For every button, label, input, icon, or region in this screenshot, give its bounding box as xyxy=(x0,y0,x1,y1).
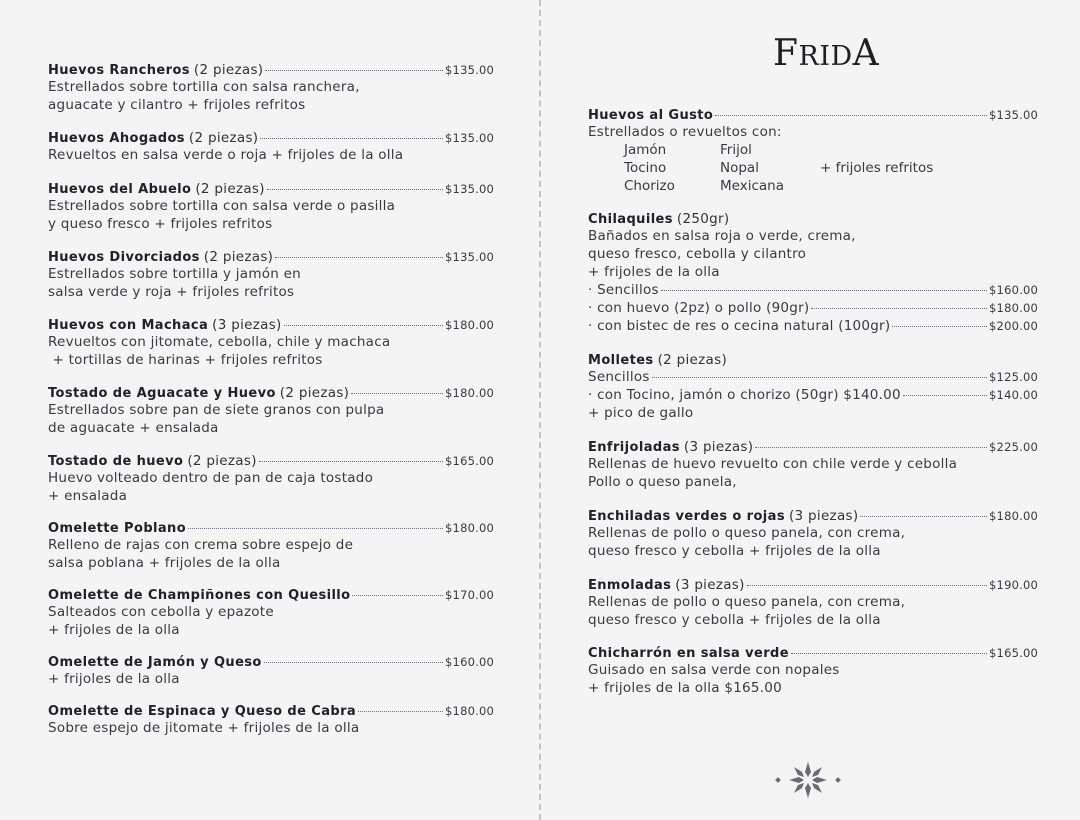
menu-item-huevos-rancheros xyxy=(48,62,494,114)
leader-dots xyxy=(811,308,987,309)
item-price: $135.00 xyxy=(445,63,494,77)
option-row xyxy=(588,368,1038,386)
item-desc-line: Relleno de rajas con crema sobre espejo de xyxy=(48,537,354,553)
option-price: $200.00 xyxy=(989,319,1038,333)
menu-item-enchiladas xyxy=(588,508,1038,560)
item-qty: (250gr) xyxy=(676,211,730,227)
snowflake-ornament-icon xyxy=(773,758,843,802)
option-jamon: Jamón xyxy=(624,142,667,158)
item-desc-line: queso fresco y cebolla + frijoles de la olla xyxy=(588,612,881,628)
item-price: $190.00 xyxy=(989,578,1038,592)
menu-item-huevos-con-machaca xyxy=(48,317,494,369)
brand-logo: FRIDA xyxy=(773,33,880,74)
item-desc-line: aguacate y cilantro + frijoles refritos xyxy=(48,97,306,113)
option-row xyxy=(588,299,1038,317)
leader-dots xyxy=(715,115,987,116)
option-frijol: Frijol xyxy=(720,142,752,158)
left-menu-column xyxy=(48,62,494,737)
item-price: $160.00 xyxy=(445,655,494,669)
menu-item-omelette-jamon-queso xyxy=(48,655,494,688)
leader-dots xyxy=(351,393,443,394)
item-price: $180.00 xyxy=(445,386,494,400)
item-desc-line: Guisado en salsa verde con nopales xyxy=(588,662,840,678)
item-desc-line: Sobre espejo de jitomate + frijoles de la olla xyxy=(48,720,360,736)
leader-dots xyxy=(747,585,987,586)
item-qty: (2 piezas) xyxy=(657,352,728,368)
item-title: Tostado de huevo xyxy=(48,454,184,469)
item-desc-line: salsa verde y roja + frijoles refritos xyxy=(48,284,295,300)
menu-item-tostado-aguacate-huevo xyxy=(48,385,494,437)
option-row xyxy=(588,281,1038,299)
item-title: Tostado de Aguacate y Huevo xyxy=(48,386,276,401)
item-qty: (2 piezas) xyxy=(195,181,265,197)
item-price: $180.00 xyxy=(445,704,494,718)
item-desc-line: Salteados con cebolla y epazote xyxy=(48,604,274,620)
item-qty: (3 piezas) xyxy=(683,439,754,455)
item-price: $180.00 xyxy=(445,521,494,535)
menu-item-huevos-divorciados xyxy=(48,249,494,301)
item-qty: (2 piezas) xyxy=(193,62,264,78)
menu-item-huevos-ahogados xyxy=(48,130,494,164)
item-price: $165.00 xyxy=(445,454,494,468)
item-price: $225.00 xyxy=(989,440,1038,454)
item-title: Huevos Rancheros xyxy=(48,63,190,78)
item-desc-line: Estrellados sobre pan de siete granos con pulpa xyxy=(48,402,385,418)
option-row xyxy=(588,386,1038,404)
item-qty: (3 piezas) xyxy=(212,317,282,333)
item-price: $180.00 xyxy=(989,509,1038,523)
menu-item-molletes xyxy=(588,352,1038,422)
item-title: Huevos con Machaca xyxy=(48,318,209,333)
item-price: $180.00 xyxy=(445,318,494,332)
option-row xyxy=(588,317,1038,335)
leader-dots xyxy=(267,189,443,190)
item-title: Enchiladas verdes o rojas xyxy=(588,509,785,524)
option-label: · con huevo (2pz) o pollo (90gr) xyxy=(588,300,810,316)
item-desc-line: Rellenas de pollo o queso panela, con crema, xyxy=(588,594,906,610)
item-title: Omelette Poblano xyxy=(48,521,187,536)
item-desc-line: Revueltos con jitomate, cebolla, chile y machaca xyxy=(48,334,391,350)
item-title: Huevos Ahogados xyxy=(48,131,185,146)
item-desc-line: Huevo volteado dentro de pan de caja tostado xyxy=(48,470,374,486)
item-title: Omelette de Champiñones con Quesillo xyxy=(48,588,351,603)
item-desc-line: + pico de gallo xyxy=(588,405,694,421)
item-price: $165.00 xyxy=(989,646,1038,660)
leader-dots xyxy=(791,653,987,654)
item-desc-line: queso fresco, cebolla y cilantro xyxy=(588,246,807,262)
item-desc-line: Estrellados sobre tortilla con salsa verde o pasilla xyxy=(48,198,396,214)
item-title: Molletes xyxy=(588,353,654,368)
page-fold-divider xyxy=(539,0,541,820)
item-qty: (2 piezas) xyxy=(279,385,350,401)
leader-dots xyxy=(892,326,987,327)
option-chorizo: Chorizo xyxy=(624,178,675,194)
item-price: $170.00 xyxy=(445,588,494,602)
leader-dots xyxy=(358,711,443,712)
option-label: · Sencillos xyxy=(588,282,659,298)
item-title: Enmoladas xyxy=(588,578,672,593)
option-price: $160.00 xyxy=(989,283,1038,297)
leader-dots xyxy=(259,461,443,462)
menu-item-tostado-de-huevo xyxy=(48,453,494,505)
egg-style-options xyxy=(624,141,1038,195)
item-desc-line: de aguacate + ensalada xyxy=(48,420,219,436)
leader-dots xyxy=(188,528,443,529)
leader-dots xyxy=(652,377,987,378)
item-qty: (2 piezas) xyxy=(188,130,259,146)
leader-dots xyxy=(284,325,443,326)
leader-dots xyxy=(352,595,443,596)
side-note: + frijoles refritos xyxy=(820,160,934,176)
menu-item-huevos-del-abuelo xyxy=(48,181,494,233)
item-desc-line: queso fresco y cebolla + frijoles de la olla xyxy=(588,543,881,559)
leader-dots xyxy=(661,290,987,291)
item-desc-line: Estrellados o revueltos con: xyxy=(588,124,782,140)
item-desc-line: Revueltos en salsa verde o roja + frijoles de la olla xyxy=(48,147,404,163)
option-label: Sencillos xyxy=(588,369,650,385)
item-price: $135.00 xyxy=(445,131,494,145)
option-nopal: Nopal xyxy=(720,160,759,176)
item-qty: (2 piezas) xyxy=(187,453,257,469)
menu-item-huevos-al-gusto xyxy=(588,108,1038,195)
menu-item-chicharron xyxy=(588,646,1038,697)
item-title: Enfrijoladas xyxy=(588,440,680,455)
option-mexicana: Mexicana xyxy=(720,178,784,194)
item-title: Omelette de Jamón y Queso xyxy=(48,655,262,670)
item-desc-line: Pollo o queso panela, xyxy=(588,474,737,490)
item-title: Huevos al Gusto xyxy=(588,108,714,123)
menu-item-omelette-espinaca xyxy=(48,704,494,737)
item-title: Omelette de Espinaca y Queso de Cabra xyxy=(48,704,357,719)
item-qty: (2 piezas) xyxy=(203,249,274,265)
menu-item-enmoladas xyxy=(588,577,1038,629)
item-desc-line: Estrellados sobre tortilla con salsa ranchera, xyxy=(48,79,360,95)
menu-item-enfrijoladas xyxy=(588,439,1038,491)
item-price: $135.00 xyxy=(445,250,494,264)
item-title: Chicharrón en salsa verde xyxy=(588,646,789,661)
menu-item-chilaquiles xyxy=(588,211,1038,335)
left-menu-page xyxy=(0,0,538,820)
item-price: $135.00 xyxy=(445,182,494,196)
item-desc-line: y queso fresco + frijoles refritos xyxy=(48,216,273,232)
item-desc-line: Rellenas de huevo revuelto con chile verde y cebolla xyxy=(588,456,958,472)
leader-dots xyxy=(265,70,443,71)
option-price: $140.00 xyxy=(989,388,1038,402)
menu-item-omelette-champinones xyxy=(48,588,494,639)
item-qty: (3 piezas) xyxy=(788,508,859,524)
item-desc-line: + tortillas de harinas + frijoles refritos xyxy=(48,352,323,368)
right-menu-column xyxy=(588,108,1038,697)
item-desc-line: Bañados en salsa roja o verde, crema, xyxy=(588,228,856,244)
item-title: Huevos Divorciados xyxy=(48,250,200,265)
item-qty: (3 piezas) xyxy=(675,577,745,593)
leader-dots xyxy=(755,447,987,448)
item-title: Chilaquiles xyxy=(588,212,673,227)
item-desc-line: Estrellados sobre tortilla y jamón en xyxy=(48,266,301,282)
right-menu-page xyxy=(542,0,1080,820)
leader-dots xyxy=(860,516,987,517)
menu-item-omelette-poblano xyxy=(48,521,494,572)
item-desc-line: + frijoles de la olla $165.00 xyxy=(588,680,782,696)
option-price: $125.00 xyxy=(989,370,1038,384)
leader-dots xyxy=(260,138,443,139)
item-desc-line: Rellenas de pollo o queso panela, con crema, xyxy=(588,525,906,541)
item-desc-line: salsa poblana + frijoles de la olla xyxy=(48,555,281,571)
leader-dots xyxy=(275,257,443,258)
option-label: · con Tocino, jamón o chorizo (50gr) $140.00 xyxy=(588,387,901,403)
item-desc-line: + ensalada xyxy=(48,488,128,504)
item-desc-line: + frijoles de la olla xyxy=(48,622,180,638)
item-price: $135.00 xyxy=(989,108,1038,122)
item-desc-line: + frijoles de la olla xyxy=(48,671,180,687)
option-price: $180.00 xyxy=(989,301,1038,315)
item-desc-line: + frijoles de la olla xyxy=(588,264,720,280)
leader-dots xyxy=(264,662,443,663)
option-label: · con bistec de res o cecina natural (100gr) xyxy=(588,318,891,334)
leader-dots xyxy=(903,395,987,396)
option-tocino: Tocino xyxy=(624,160,667,176)
item-title: Huevos del Abuelo xyxy=(48,182,192,197)
